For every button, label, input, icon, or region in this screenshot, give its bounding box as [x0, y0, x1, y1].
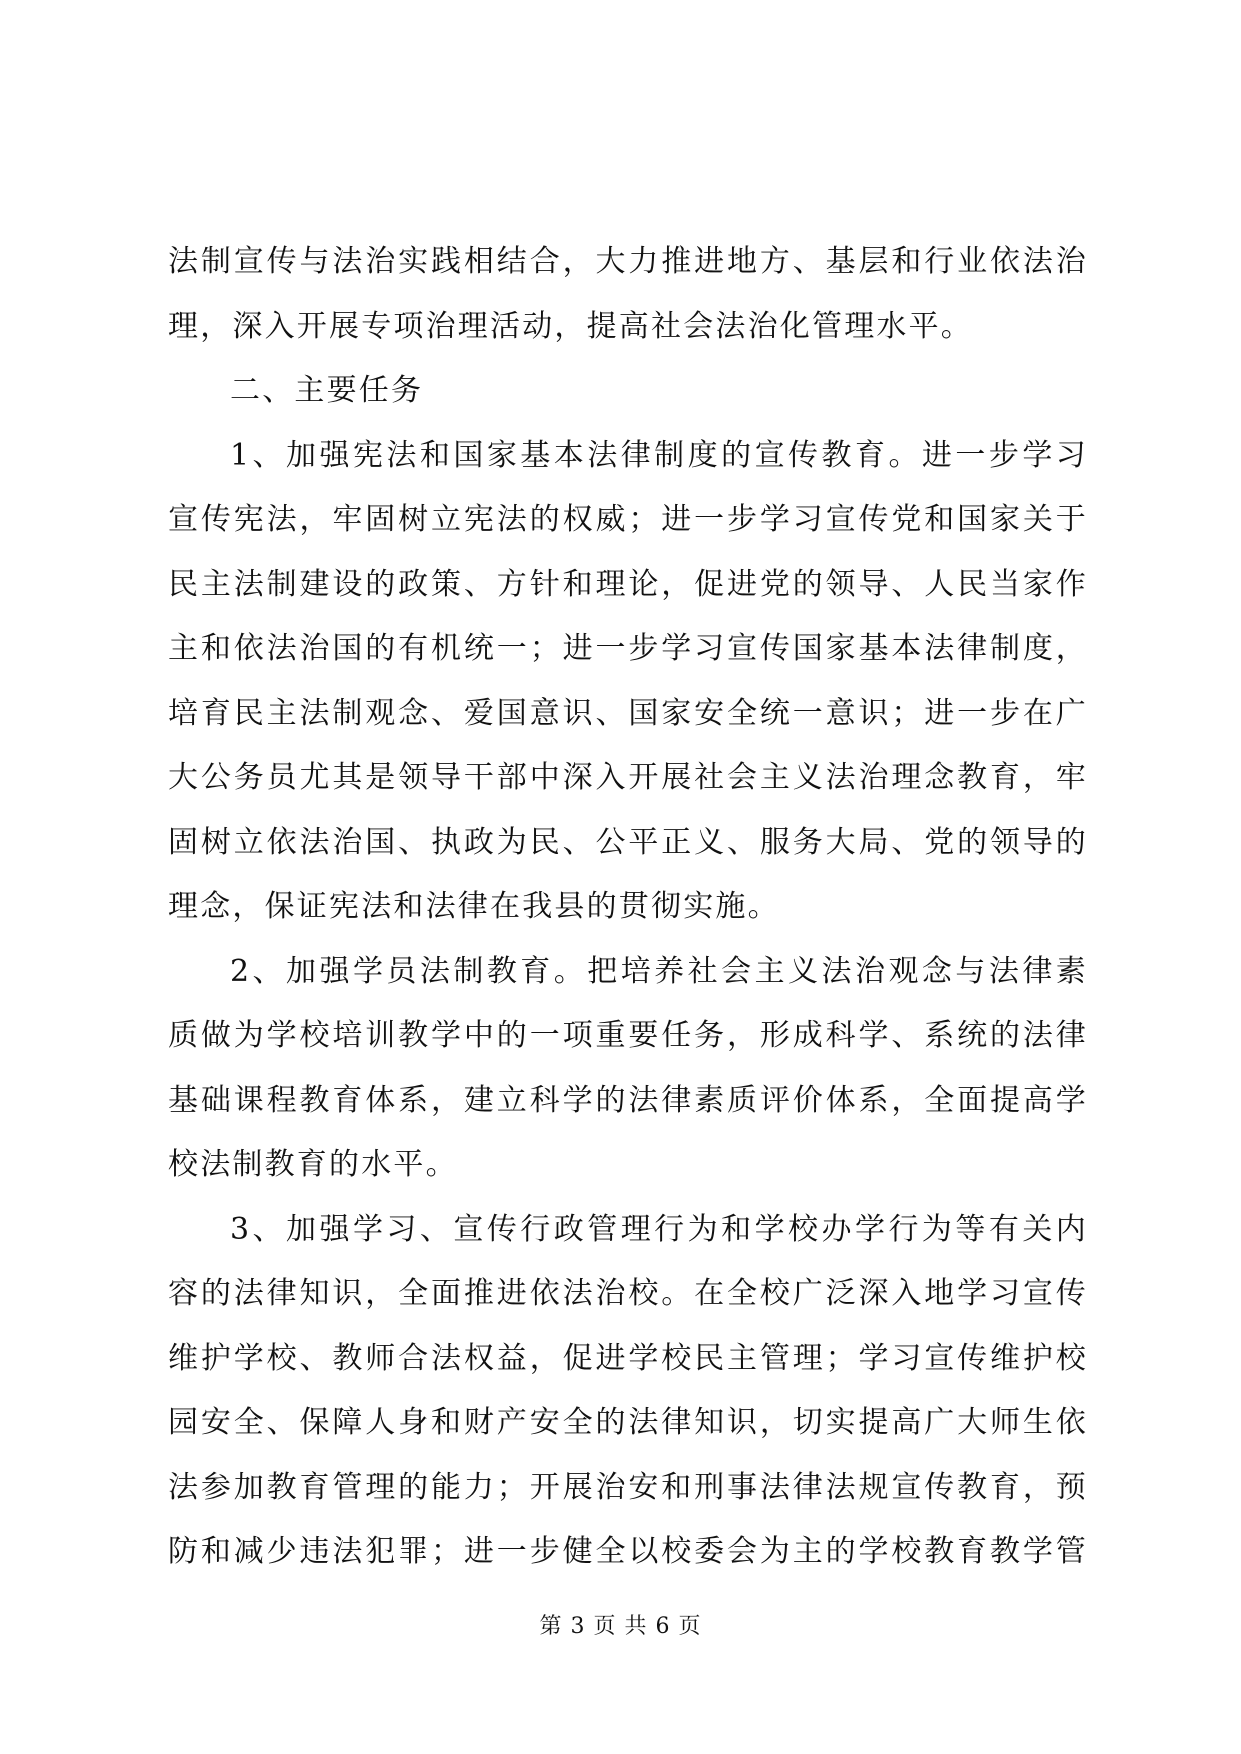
text-line: 1、加强宪法和国家基本法律制度的宣传教育。进一步学习 [230, 437, 1088, 473]
text-line: 校法制教育的水平。 [168, 1147, 458, 1182]
text-line: 培育民主法制观念、爱国意识、国家安全统一意识；进一步在广 [168, 695, 1088, 731]
body-text [168, 230, 1088, 1585]
text-line: 3、加强学习、宣传行政管理行为和学校办学行为等有关内 [230, 1211, 1088, 1247]
text-line: 民主法制建设的政策、方针和理论，促进党的领导、人民当家作 [168, 566, 1088, 602]
text-line: 宣传宪法，牢固树立宪法的权威；进一步学习宣传党和国家关于 [168, 502, 1088, 537]
text-line: 固树立依法治国、执政为民、公平正义、服务大局、党的领导的 [168, 824, 1088, 860]
text-line: 2、加强学员法制教育。把培养社会主义法治观念与法律素 [230, 953, 1088, 989]
text-line: 容的法律知识，全面推进依法治校。在全校广泛深入地学习宣传 [168, 1276, 1088, 1311]
text-line: 基础课程教育体系，建立科学的法律素质评价体系，全面提高学 [168, 1082, 1088, 1118]
text-line: 主和依法治国的有机统一；进一步学习宣传国家基本法律制度， [168, 631, 1088, 666]
text-line: 维护学校、教师合法权益，促进学校民主管理；学习宣传维护校 [168, 1340, 1088, 1376]
text-line: 园安全、保障人身和财产安全的法律知识，切实提高广大师生依 [168, 1405, 1088, 1440]
text-line: 质做为学校培训教学中的一项重要任务，形成科学、系统的法律 [168, 1018, 1088, 1053]
text-line: 法制宣传与法治实践相结合，大力推进地方、基层和行业依法治 [168, 244, 1088, 279]
text-line: 二、主要任务 [230, 373, 424, 408]
text-line: 法参加教育管理的能力；开展治安和刑事法律法规宣传教育，预 [168, 1469, 1088, 1505]
text-line: 大公务员尤其是领导干部中深入开展社会主义法治理念教育，牢 [168, 760, 1088, 795]
text-line: 防和减少违法犯罪；进一步健全以校委会为主的学校教育教学管 [168, 1534, 1088, 1569]
text-line: 理，深入开展专项治理活动，提高社会法治化管理水平。 [168, 308, 973, 344]
text-line: 理念，保证宪法和法律在我县的贯彻实施。 [168, 889, 780, 924]
page-footer: 第 3 页 共 6 页 [539, 1614, 702, 1639]
